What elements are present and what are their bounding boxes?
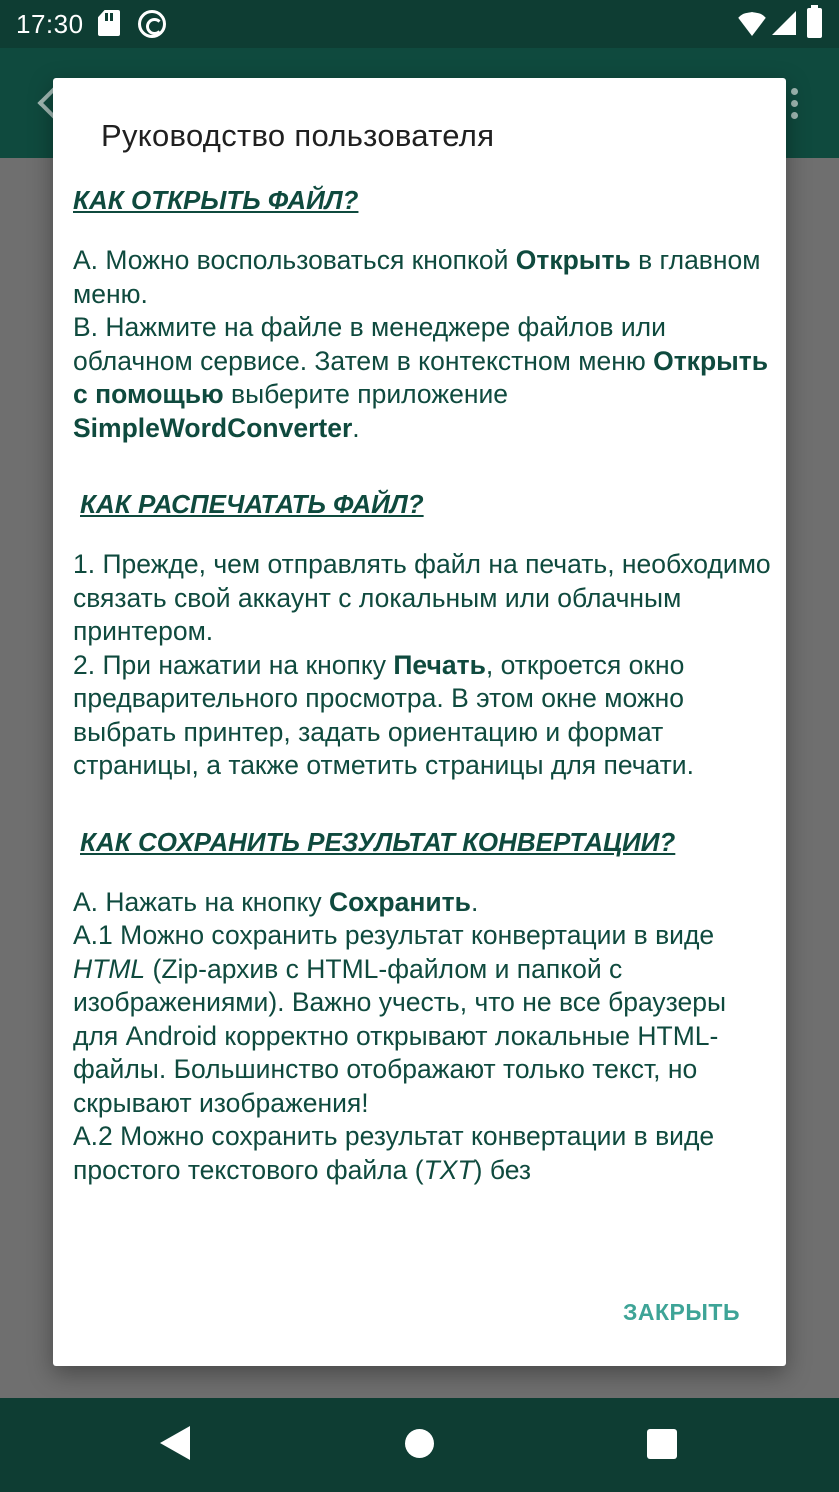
paragraph-print-2: 2. При нажатии на кнопку Печать, откроется окно предварительного просмотра. В этом окне можно выбрать принтер, задать ориентацию и формат страницы, а также отметить страницы для печати. <box>73 649 694 780</box>
paragraph-save-a2: A.2 Можно сохранить результат конвертации в виде простого текстового файла (TXT) без <box>73 1121 715 1185</box>
dialog-title: Руководство пользователя <box>101 118 495 153</box>
sd-card-icon <box>98 10 120 36</box>
sync-icon <box>138 10 166 38</box>
close-button[interactable]: ЗАКРЫТЬ <box>623 1299 740 1325</box>
paragraph-save-a1: A.1 Можно сохранить результат конвертации в виде HTML (Zip-архив с HTML-файлом и папкой с изображениями). Важно учесть, что не все браузеры для Android корректно открывают локальные HTML-файлы. Большинство отображают только текст, но скрывают изображения! <box>73 920 727 1118</box>
signal-icon <box>772 11 796 35</box>
battery-icon <box>807 8 822 38</box>
paragraph-print-1: 1. Прежде, чем отправлять файл на печать, необходимо связать свой аккаунт с локальным или облачным принтером. <box>73 549 771 646</box>
wifi-icon <box>736 12 768 36</box>
section-heading-open: КАК ОТКРЫТЬ ФАЙЛ? <box>73 185 359 215</box>
paragraph-open-a: A. Можно воспользоваться кнопкой Открыть в главном меню. <box>73 245 761 309</box>
dialog-body[interactable] <box>73 178 773 1236</box>
status-time: 17:30 <box>16 9 84 39</box>
nav-recents-icon[interactable] <box>647 1429 677 1459</box>
user-guide-dialog <box>53 78 786 1366</box>
section-heading-save: КАК СОХРАНИТЬ РЕЗУЛЬТАТ КОНВЕРТАЦИИ? <box>80 826 676 857</box>
paragraph-open-b: B. Нажмите на файле в менеджере файлов или облачном сервисе. Затем в контекстном меню Открыть с помощью выберите приложение SimpleWordConverter. <box>73 312 769 443</box>
status-bar <box>0 0 839 48</box>
section-heading-print: КАК РАСПЕЧАТАТЬ ФАЙЛ? <box>80 489 424 519</box>
paragraph-save-a: A. Нажать на кнопку Сохранить. <box>73 886 479 917</box>
nav-back-icon[interactable] <box>160 1426 190 1460</box>
navigation-bar <box>0 1398 839 1492</box>
nav-home-icon[interactable] <box>405 1429 434 1458</box>
more-vert-icon[interactable] <box>791 88 799 120</box>
